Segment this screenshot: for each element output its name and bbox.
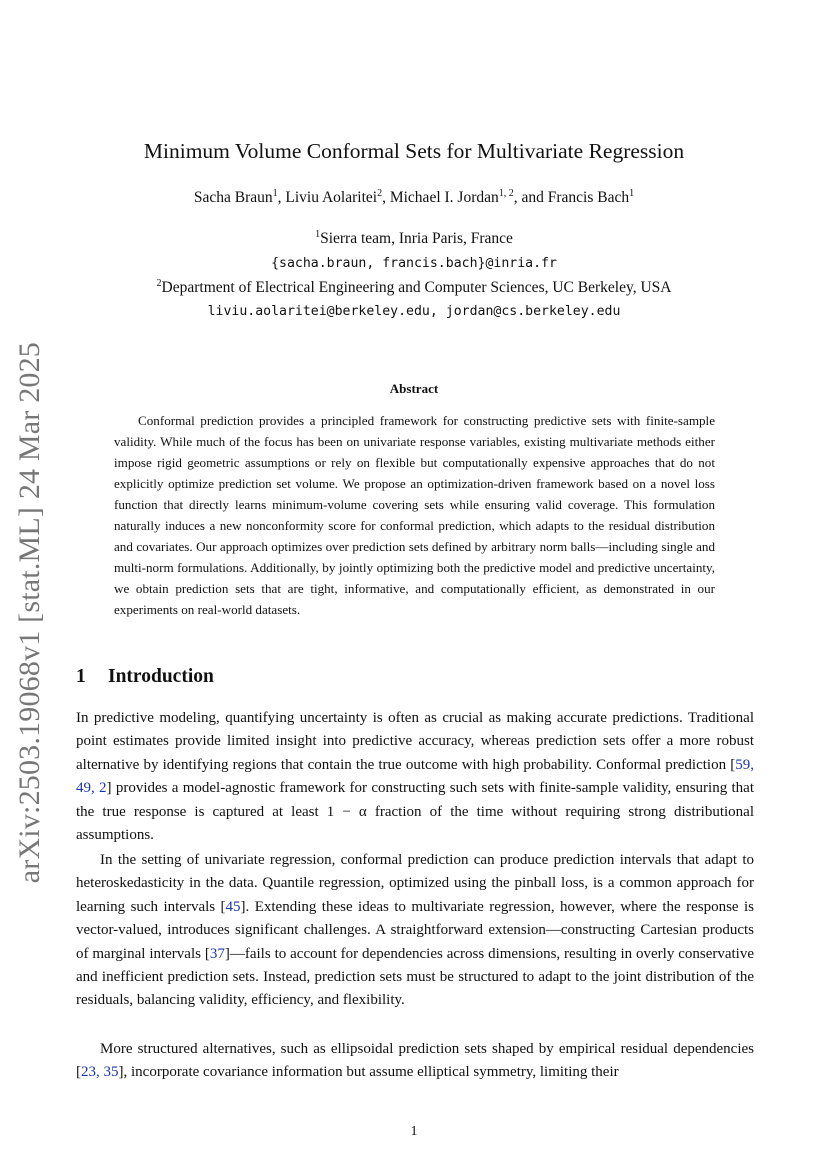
paper-title: Minimum Volume Conformal Sets for Multivariate Regression — [143, 139, 685, 163]
citation-link[interactable]: 23 — [81, 1064, 96, 1081]
abstract-text: Conformal prediction provides a principled framework for constructing predictive sets with finite-sample validity. While much of the focus has been on univariate response variables, existing multivariate methods either impose rigid geometric assumptions or rely on flexible but computationally expensive approaches that do not explicitly optimize prediction set volume. We propose an optimization-driven framework based on a novel loss function that directly learns minimum-volume covering sets while ensuring valid coverage. This formulation naturally induces a new nonconformity score for conformal prediction, which adapts to the residual distribution and covariates. Our approach optimizes over prediction sets defined by arbitrary norm balls—including single and multi-norm formulations. Additionally, by jointly optimizing both the predictive model and predictive uncertainty, we obtain prediction sets that are tight, informative, and computationally efficient, as demonstrated in our experiments on real-world datasets. — [114, 413, 715, 617]
section-number: 1 — [76, 666, 86, 687]
citation-link[interactable]: 45 — [225, 898, 241, 915]
intro-paragraph-3 — [76, 1038, 754, 1085]
author-affiliation-mark: 1 — [629, 187, 635, 199]
author-affiliation-mark: 2 — [377, 187, 383, 199]
author-name: Sacha Braun — [193, 189, 273, 206]
email-line-1: {sacha.braun, francis.bach}@inria.fr — [271, 256, 557, 271]
paragraph-text: ]—fails to account for dependencies across dimensions, resulting in overly conservative and inefficient prediction sets. Instead, prediction sets must be structured to adapt to the joint distribution of the residuals, balancing validity, efficiency, and flexibility. — [76, 945, 755, 1009]
affiliation-mark: 2 — [156, 277, 162, 289]
section-title-text: Introduction — [108, 666, 214, 687]
citation-separator: , — [750, 756, 754, 773]
paragraph-text: In the setting of univariate regression, conformal prediction can produce prediction intervals that adapt to heteroskedasticity in the data. Quantile regression, optimized using the pinball loss, is a common approach for learning such intervals [ — [76, 852, 754, 915]
citation-link[interactable]: 49 — [76, 780, 91, 797]
paragraph-text: ] provides a model-agnostic framework for constructing such sets with finite-sample validity, ensuring that the true response is captured at least 1 − α fraction of the time without requiring strong distributional assumptions. — [76, 780, 754, 844]
affiliation-mark: 1 — [315, 228, 321, 240]
arxiv-side-stamp — [8, 341, 52, 884]
author-affiliation-mark: 1, 2 — [498, 187, 514, 199]
citation-link[interactable]: 35 — [103, 1064, 119, 1081]
affiliation-text: Sierra team, Inria Paris, France — [320, 230, 513, 247]
paragraph-text: ], incorporate covariance information but assume elliptical symmetry, limiting their — [118, 1064, 619, 1081]
email-line-2: liviu.aolaritei@berkeley.edu, jordan@cs.berkeley.edu — [207, 304, 621, 319]
author-name: , Liviu Aolaritei — [277, 189, 378, 206]
paragraph-text: In predictive modeling, quantifying uncertainty is often as crucial as making accurate predictions. Traditional point estimates provide limited insight into predictive accuracy, whereas prediction sets offer a more robust alternative by identifying regions that contain the true outcome with high probability. Conformal prediction [ — [76, 710, 754, 773]
citation-link[interactable]: 37 — [209, 945, 225, 962]
page-number: 1 — [410, 1124, 418, 1139]
affiliation-2 — [76, 279, 752, 297]
affiliation-text: Department of Electrical Engineering and Computer Sciences, UC Berkeley, USA — [161, 279, 672, 296]
citation-separator: , — [96, 1064, 104, 1081]
citation-separator: , — [91, 780, 100, 797]
arxiv-identifier: arXiv:2503.19068v1 [stat.ML] 24 Mar 2025 — [13, 341, 46, 884]
author-affiliation-mark: 1 — [272, 187, 278, 199]
section-heading — [76, 666, 214, 688]
affiliation-1 — [76, 230, 752, 248]
paragraph-text: ]. Extending these ideas to multivariate regression, however, where the response is vector-valued, introduces significant challenges. A straightforward extension—constructing Cartesian products of marginal intervals [ — [76, 898, 754, 962]
author-name: , Michael I. Jordan — [382, 189, 499, 206]
intro-paragraph-2 — [76, 849, 754, 1013]
intro-paragraph-1 — [76, 707, 754, 847]
abstract-heading: Abstract — [389, 381, 439, 396]
citation-link[interactable]: 2 — [99, 780, 107, 797]
author-name: , and Francis Bach — [513, 189, 630, 206]
author-list — [76, 189, 752, 207]
citation-link[interactable]: 59 — [735, 756, 751, 773]
paragraph-text: More structured alternatives, such as ellipsoidal prediction sets shaped by empirical residual dependencies [ — [76, 1041, 754, 1081]
